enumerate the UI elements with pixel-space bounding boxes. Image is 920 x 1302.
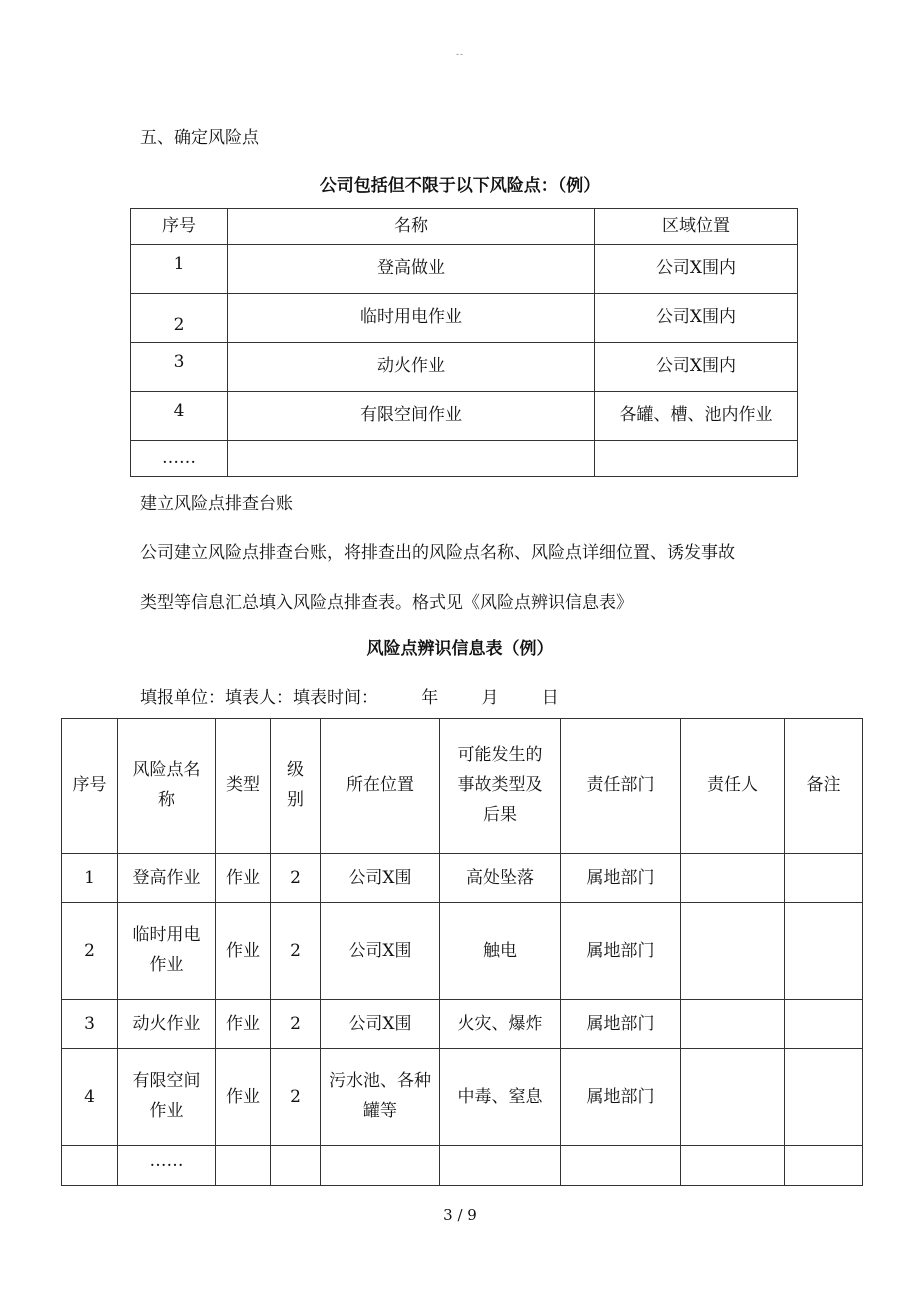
header-cell-accident — [440, 719, 561, 854]
cell-person — [681, 1000, 785, 1049]
table-row — [131, 294, 798, 343]
cell-name-line1: 有限空间 — [132, 1071, 201, 1092]
cell-name-line2: 作业 — [149, 1101, 184, 1121]
cell-type: 作业 — [216, 854, 271, 903]
header-level-line2: 别 — [287, 790, 304, 810]
cell-name-line2: 作业 — [149, 955, 184, 975]
header-cell-person: 责任人 — [681, 719, 785, 854]
cell-no: 3 — [62, 1000, 118, 1049]
table-row — [131, 392, 798, 441]
table1-caption: 公司包括但不限于以下风险点：（例） — [319, 176, 601, 196]
header-accident-line1: 可能发生的 — [457, 745, 543, 766]
table-row — [62, 1000, 863, 1049]
cell-remark — [785, 1146, 863, 1186]
header-cell-location: 所在位置 — [321, 719, 440, 854]
cell-name — [118, 903, 216, 1000]
cell-location: 公司X围 — [321, 1000, 440, 1049]
cell-location-line2: 罐等 — [363, 1101, 397, 1121]
header-cell-no: 序号 — [62, 719, 118, 854]
cell-area — [595, 441, 798, 477]
paragraph-ledger-line2: 类型等信息汇总填入风险点排查表。格式见《风险点辨识信息表》 — [140, 593, 633, 613]
fill-in-line: 填报单位：填表人：填表时间： 年 月 日 — [140, 688, 559, 708]
cell-name — [228, 441, 595, 477]
header-cell-level — [271, 719, 321, 854]
paragraph-ledger-title: 建立风险点排查台账 — [140, 494, 293, 514]
cell-dept: 属地部门 — [561, 854, 681, 903]
header-name-line2: 称 — [158, 790, 175, 810]
header-mark: -- — [455, 50, 465, 60]
cell-person — [681, 854, 785, 903]
paragraph-ledger-line1: 公司建立风险点排查台账，将排查出的风险点名称、风险点详细位置、诱发事故 — [140, 543, 735, 563]
cell-area: 各罐、槽、池内作业 — [595, 392, 798, 441]
cell-level — [271, 1146, 321, 1186]
cell-remark — [785, 903, 863, 1000]
header-cell-area: 区域位置 — [595, 209, 798, 245]
cell-no: 4 — [131, 392, 228, 441]
cell-level: 2 — [271, 1000, 321, 1049]
cell-accident: 火灾、爆炸 — [440, 1000, 561, 1049]
table-row — [62, 1049, 863, 1146]
cell-name: 临时用电作业 — [228, 294, 595, 343]
risk-identification-table — [61, 718, 863, 1186]
cell-no: …… — [131, 441, 228, 477]
header-cell-dept: 责任部门 — [561, 719, 681, 854]
cell-name: 动火作业 — [118, 1000, 216, 1049]
cell-location: 公司X围 — [321, 854, 440, 903]
header-name-line1: 风险点名 — [132, 760, 201, 781]
cell-no: 2 — [131, 294, 228, 343]
cell-dept — [561, 1146, 681, 1186]
cell-remark — [785, 1000, 863, 1049]
header-level-line1: 级 — [287, 760, 304, 781]
cell-no: 4 — [62, 1049, 118, 1146]
table-row — [131, 343, 798, 392]
table-row — [62, 854, 863, 903]
cell-type: 作业 — [216, 1000, 271, 1049]
cell-accident: 中毒、窒息 — [440, 1049, 561, 1146]
risk-point-table — [130, 208, 798, 477]
cell-dept: 属地部门 — [561, 1049, 681, 1146]
cell-location — [321, 1049, 440, 1146]
cell-name-line1: 临时用电 — [132, 925, 201, 946]
cell-name: 动火作业 — [228, 343, 595, 392]
cell-name: 有限空间作业 — [228, 392, 595, 441]
header-cell-name: 名称 — [228, 209, 595, 245]
header-cell-name — [118, 719, 216, 854]
header-cell-remark: 备注 — [785, 719, 863, 854]
cell-name: 登高做业 — [228, 245, 595, 294]
cell-location: 公司X围 — [321, 903, 440, 1000]
cell-accident: 触电 — [440, 903, 561, 1000]
cell-remark — [785, 854, 863, 903]
cell-location-line1: 污水池、各种 — [329, 1071, 431, 1092]
header-cell-type: 类型 — [216, 719, 271, 854]
cell-name: …… — [118, 1146, 216, 1186]
table-row — [131, 245, 798, 294]
cell-area: 公司X围内 — [595, 294, 798, 343]
cell-no: 2 — [62, 903, 118, 1000]
page-number: 3 / 9 — [443, 1206, 477, 1224]
cell-area: 公司X围内 — [595, 245, 798, 294]
cell-level: 2 — [271, 1049, 321, 1146]
cell-type: 作业 — [216, 1049, 271, 1146]
section-title: 五、确定风险点 — [140, 128, 259, 148]
table-header-row — [62, 719, 863, 854]
cell-dept: 属地部门 — [561, 1000, 681, 1049]
cell-dept: 属地部门 — [561, 903, 681, 1000]
header-accident-line3: 后果 — [483, 804, 517, 825]
table-row — [131, 441, 798, 477]
cell-level: 2 — [271, 854, 321, 903]
cell-person — [681, 1146, 785, 1186]
table-row — [62, 1146, 863, 1186]
table-header-row — [131, 209, 798, 245]
cell-type: 作业 — [216, 903, 271, 1000]
cell-name: 登高作业 — [118, 854, 216, 903]
header-cell-no: 序号 — [131, 209, 228, 245]
cell-person — [681, 1049, 785, 1146]
cell-accident — [440, 1146, 561, 1186]
cell-type — [216, 1146, 271, 1186]
table-row — [62, 903, 863, 1000]
header-accident-line2: 事故类型及 — [457, 775, 543, 796]
cell-no — [62, 1146, 118, 1186]
cell-accident: 高处坠落 — [440, 854, 561, 903]
cell-location — [321, 1146, 440, 1186]
cell-no: 1 — [62, 854, 118, 903]
table2-caption: 风险点辨识信息表（例） — [366, 639, 554, 659]
cell-name — [118, 1049, 216, 1146]
cell-no: 3 — [131, 343, 228, 392]
cell-remark — [785, 1049, 863, 1146]
cell-no: 1 — [131, 245, 228, 294]
cell-person — [681, 903, 785, 1000]
cell-level: 2 — [271, 903, 321, 1000]
cell-area: 公司X围内 — [595, 343, 798, 392]
